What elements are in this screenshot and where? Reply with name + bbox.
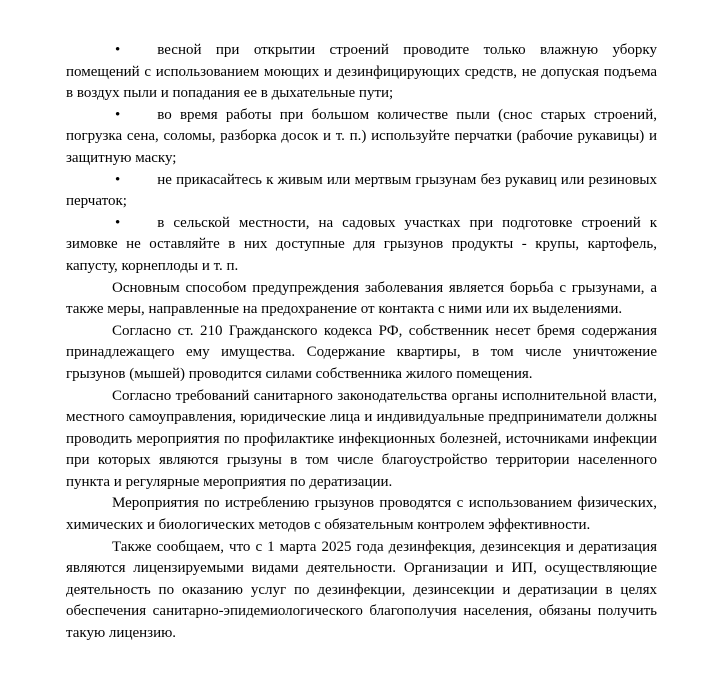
bullet-item	[66, 40, 657, 105]
bullet-text: весной при открытии строений проводите только влажную уборку помещений с использованием моющих и дезинфицирующих средств, не допуская подъема в воздух пыли и попадания ее в дыхательные пути;	[66, 42, 657, 102]
document-page	[66, 0, 657, 645]
paragraph: Согласно ст. 210 Гражданского кодекса РФ, собственник несет бремя содержания принадлежащего ему имущества. Содержание квартиры, в том числе уничтожение грызунов (мышей) проводится силами собственника жилого помещения.	[66, 322, 657, 382]
paragraph: Согласно требований санитарного законодательства органы исполнительной власти, местного самоуправления, юридические лица и индивидуальные предприниматели должны проводить мероприятия по профилактике инфекционных болезней, источниками инфекции при которых являются грызуны в том числе благоустройство территории населенного пункта и регулярные мероприятия по дератизации.	[66, 387, 657, 490]
bullet-item	[66, 213, 657, 278]
paragraph: Основным способом предупреждения заболевания является борьба с грызунами, а также меры, направленные на предохранение от контакта с ними или их выделениями.	[66, 279, 657, 318]
bullet-text: не прикасайтесь к живым или мертвым грызунам без рукавиц или резиновых перчаток;	[66, 171, 657, 210]
bullet-item	[66, 170, 657, 213]
paragraph: Также сообщаем, что с 1 марта 2025 года дезинфекция, дезинсекция и дератизация являются лицензируемыми видами деятельности. Организации и ИП, осуществляющие деятельность по оказанию услуг по дезинфекции, дезинсекции и дератизации в целях обеспечения санитарно-эпидемиологического благополучия населения, обязаны получить такую лицензию.	[66, 538, 657, 642]
bullet-icon: •	[115, 171, 121, 188]
bullet-text: во время работы при большом количестве пыли (снос старых строений, погрузка сена, соломы, разборка досок и т. п.) используйте перчатки (рабочие рукавицы) и защитную маску;	[66, 106, 657, 166]
bullet-text: в сельской местности, на садовых участках при подготовке строений к зимовке не оставляйте в них доступные для грызунов продукты - крупы, картофель, капусту, корнеплоды и т. п.	[66, 214, 657, 274]
bullet-icon: •	[115, 42, 121, 58]
bullet-icon: •	[115, 214, 121, 231]
bullet-item	[66, 105, 657, 170]
bullet-icon: •	[115, 106, 121, 123]
paragraph: Мероприятия по истреблению грызунов проводятся с использованием физических, химических и биологических методов с обязательным контролем эффективности.	[66, 495, 657, 534]
